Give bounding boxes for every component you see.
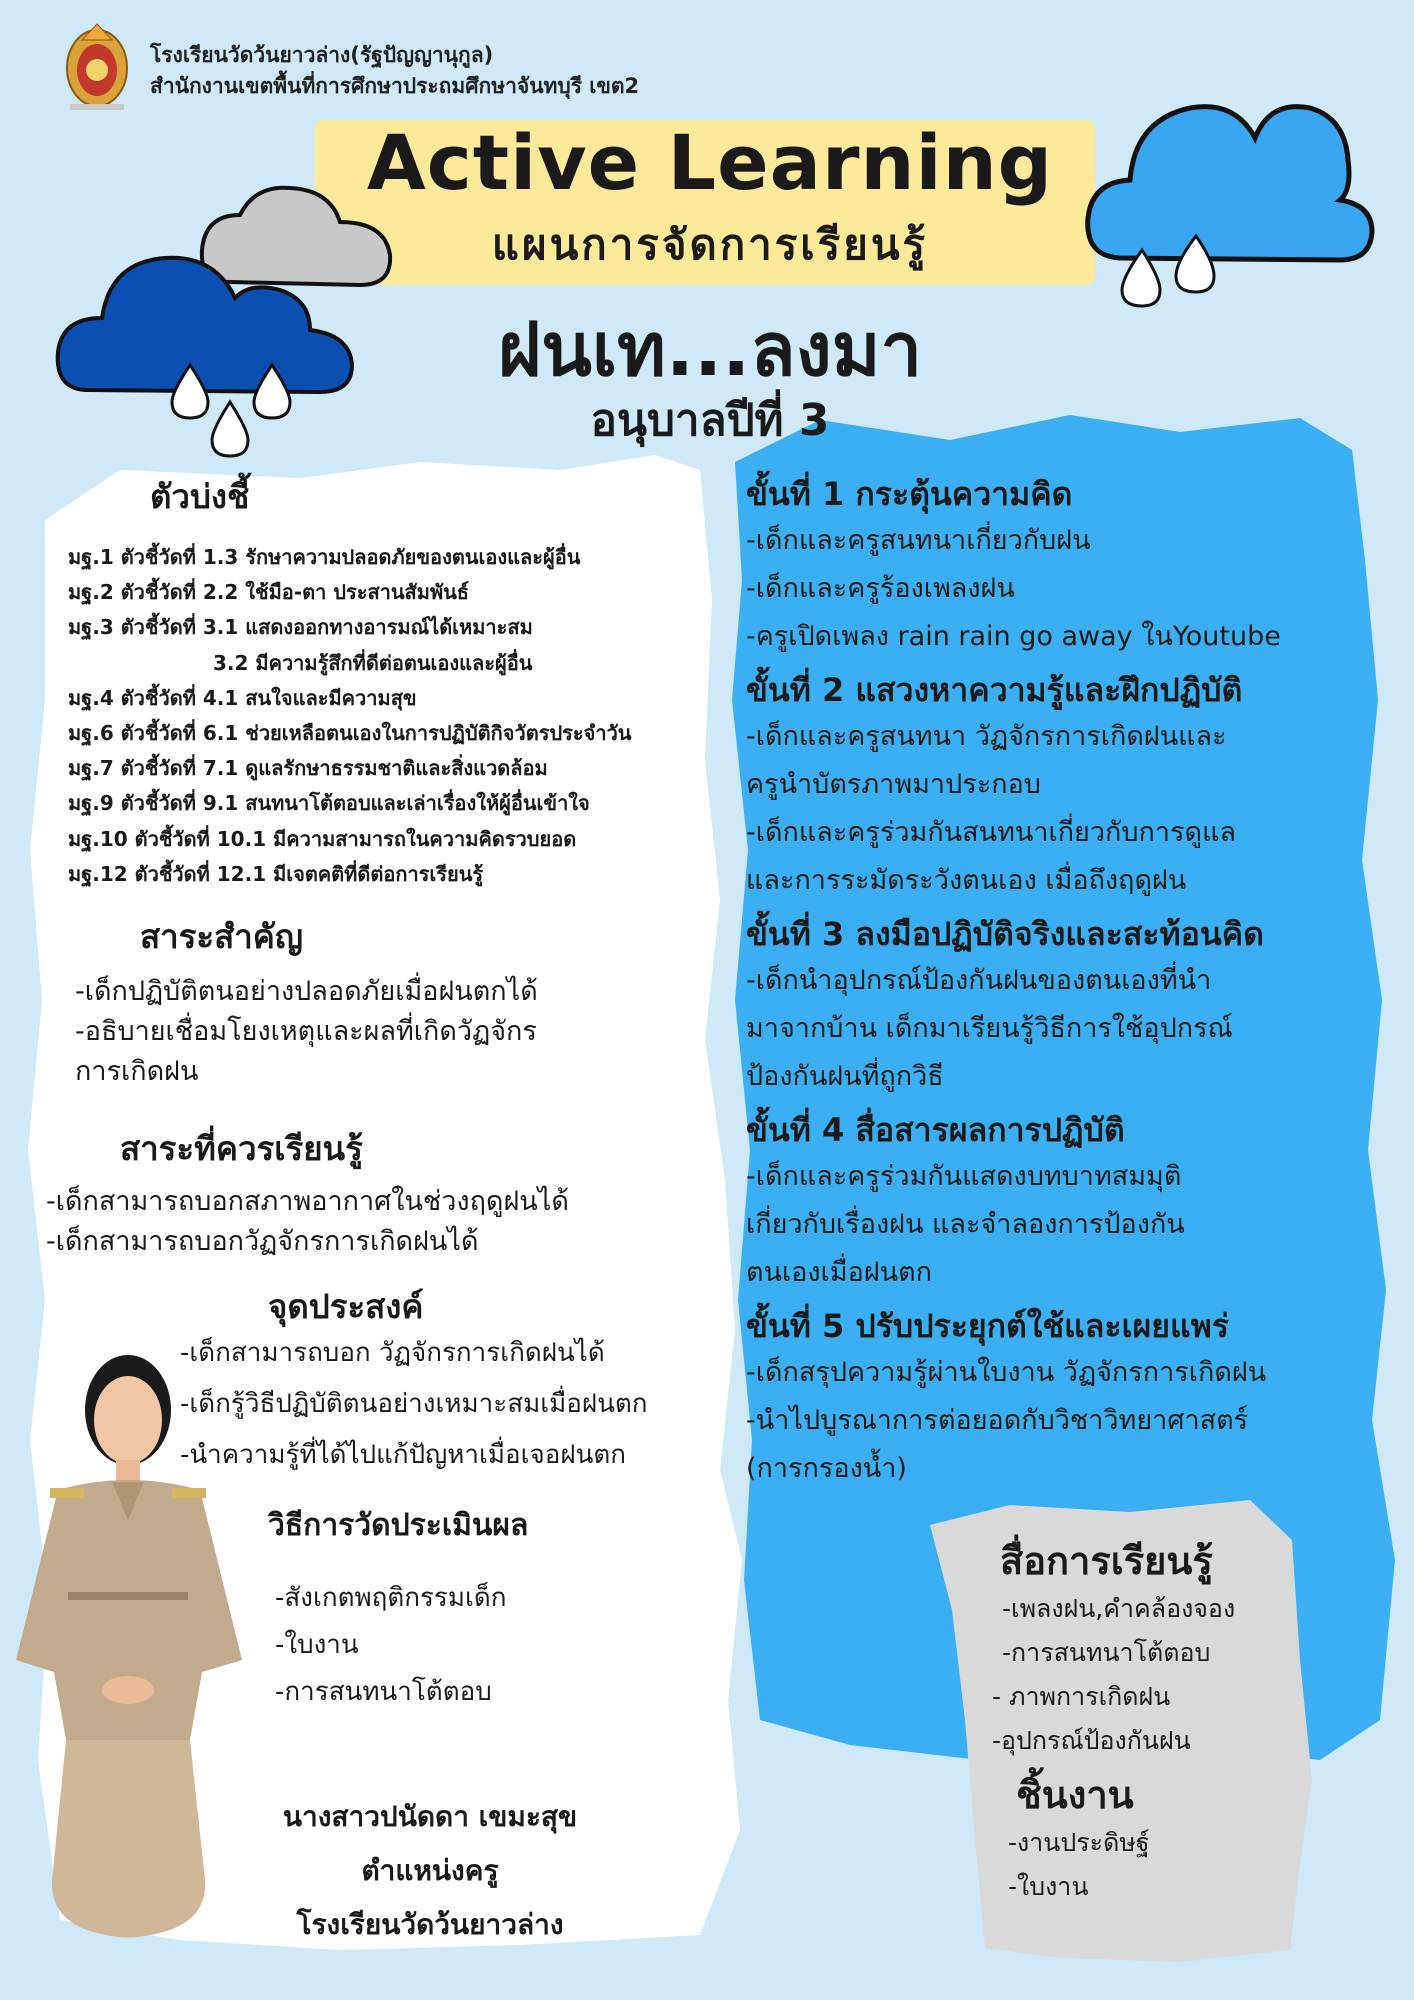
assessment-item: -การสนทนาโต้ตอบ	[275, 1677, 492, 1707]
media-item: -เพลงฝน,คำคล้องจอง	[1002, 1594, 1236, 1623]
teacher-name: นางสาวปนัดดา เขมะสุข	[282, 1800, 578, 1833]
step-line: -เด็กและครูร่วมกันสนทนาเกี่ยวกับการดูแล	[746, 817, 1237, 848]
indicator-item: 3.2 มีความรู้สึกที่ดีต่อตนเองและผู้อื่น	[213, 650, 533, 675]
assessment-item: -สังเกตพฤติกรรมเด็ก	[275, 1583, 507, 1613]
step-line: ครูนำบัตรภาพมาประกอบ	[746, 769, 1041, 800]
step-title: ขั้นที่ 4 สื่อสารผลการปฏิบัติ	[746, 1111, 1125, 1149]
key-concepts-heading: สาระสำคัญ	[140, 917, 303, 956]
step-line: ป้องกันฝนที่ถูกวิธี	[746, 1061, 944, 1092]
grade-level: อนุบาลปีที่ 3	[590, 395, 830, 446]
step-line: -เด็กและครูสนทนา วัฏจักรการเกิดฝนและ	[746, 721, 1227, 752]
indicators-list	[68, 540, 631, 892]
indicator-item: มฐ.9 ตัวชี้วัดที่ 9.1 สนทนาโต้ตอบและเล่าเรื่องให้ผู้อื่นเข้าใจ	[68, 791, 590, 816]
raincloud-icon	[1088, 107, 1372, 306]
school-name: โรงเรียนวัดว้นยาวล่าง(รัฐปัญญานุกูล)	[150, 43, 494, 67]
district-office: สำนักงานเขตพื้นที่การศึกษาประถมศึกษาจันทบุรี เขต2	[150, 74, 640, 98]
step-line: -นำไปบูรณาการต่อยอดกับวิชาวิทยาศาสตร์	[746, 1405, 1249, 1436]
indicator-item: มฐ.2 ตัวชี้วัดที่ 2.2 ใช้มือ-ตา ประสานสัมพันธ์	[68, 580, 470, 605]
step-title: ขั้นที่ 2 แสวงหาความรู้และฝึกปฏิบัติ	[746, 671, 1243, 709]
teacher-info	[240, 1790, 620, 1952]
assessment-item: -ใบงาน	[275, 1630, 359, 1660]
teacher-school: โรงเรียนวัดว้นยาวล่าง	[296, 1908, 564, 1941]
media-item: -การสนทนาโต้ตอบ	[1002, 1638, 1211, 1667]
learning-content-heading: สาระที่ควรเรียนรู้	[120, 1129, 363, 1168]
step-title: ขั้นที่ 3 ลงมือปฏิบัติจริงและสะท้อนคิด	[746, 915, 1264, 953]
step-line: -เด็กนำอุปกรณ์ป้องกันฝนของตนเองที่นำ	[746, 965, 1212, 996]
step-1	[746, 471, 1376, 661]
indicator-item: มฐ.10 ตัวชี้วัดที่ 10.1 มีความสามารถในความคิดรวบยอด	[68, 826, 577, 851]
step-line: -เด็กและครูร้องเพลงฝน	[746, 573, 1015, 604]
indicator-item: มฐ.3 ตัวชี้วัดที่ 3.1 แสดงออกทางอารมณ์ได้เหมาะสม	[68, 615, 533, 640]
media-section	[952, 1535, 1252, 1909]
step-line: -ครูเปิดเพลง rain rain go away ในYoutube	[746, 621, 1281, 652]
learning-content-item: -เด็กสามารถบอกสภาพอากาศในช่วงฤดูฝนได้	[46, 1186, 569, 1217]
step-title: ขั้นที่ 1 กระตุ้นความคิด	[746, 475, 1073, 513]
indicators-heading: ตัวบ่งชี้	[150, 477, 250, 516]
indicator-item: มฐ.4 ตัวชี้วัดที่ 4.1 สนใจและมีความสุข	[68, 685, 417, 710]
step-4	[746, 1107, 1376, 1297]
step-line: ตนเองเมื่อฝนตก	[746, 1257, 933, 1288]
school-seal-logo	[67, 24, 127, 110]
step-line: -เด็กสรุปความรู้ผ่านใบงาน วัฏจักรการเกิดฝน	[746, 1357, 1267, 1388]
step-3	[746, 911, 1376, 1101]
indicator-item: มฐ.1 ตัวชี้วัดที่ 1.3 รักษาความปลอดภัยของตนเองและผู้อื่น	[68, 545, 581, 569]
indicator-item: มฐ.12 ตัวชี้วัดที่ 12.1 มีเจตคติที่ดีต่อการเรียนรู้	[68, 861, 484, 886]
title-en: Active Learning	[366, 118, 1054, 207]
step-line: เกี่ยวกับเรื่องฝน และจำลองการป้องกัน	[746, 1209, 1185, 1240]
learning-content-item: -เด็กสามารถบอกวัฏจักรการเกิดฝนได้	[46, 1226, 479, 1257]
step-line: และการระมัดระวังตนเอง เมื่อถึงฤดูฝน	[746, 865, 1187, 896]
step-title: ขั้นที่ 5 ปรับประยุกต์ใช้และเผยแพร่	[746, 1307, 1229, 1345]
objective-item: -เด็กรู้วิธีปฏิบัติตนอย่างเหมาะสมเมื่อฝนตก	[180, 1389, 648, 1419]
learning-steps	[746, 465, 1376, 1493]
key-concept-item: -เด็กปฏิบัติตนอย่างปลอดภัยเมื่อฝนตกได้	[75, 976, 538, 1007]
step-2	[746, 667, 1376, 905]
workpiece-item: -งานประดิษฐ์	[1008, 1828, 1150, 1857]
workpieces-heading: ชิ้นงาน	[1016, 1773, 1134, 1817]
learning-content-list	[46, 1182, 569, 1262]
key-concepts-list	[75, 972, 538, 1092]
assessment-list	[275, 1575, 507, 1716]
key-concept-item: -อธิบายเชื่อมโยงเหตุและผลที่เกิดวัฏจักร	[75, 1016, 537, 1047]
step-line: (การกรองน้ำ)	[746, 1453, 907, 1484]
title-th: แผนการจัดการเรียนรู้	[491, 220, 929, 269]
school-header	[150, 40, 639, 102]
indicator-item: มฐ.6 ตัวชี้วัดที่ 6.1 ช่วยเหลือตนเองในการปฏิบัติกิจวัตรประจำวัน	[68, 721, 632, 746]
key-concept-item: การเกิดฝน	[75, 1056, 199, 1087]
teacher-position: ตำแหน่งครู	[361, 1854, 499, 1887]
media-heading: สื่อการเรียนรู้	[1000, 1539, 1213, 1583]
objectives-list	[180, 1328, 648, 1481]
objective-item: -นำความรู้ที่ได้ไปแก้ปัญหาเมื่อเจอฝนตก	[180, 1440, 627, 1470]
step-line: มาจากบ้าน เด็กมาเรียนรู้วิธีการใช้อุปกรณ์	[746, 1013, 1233, 1044]
objective-item: -เด็กสามารถบอก วัฏจักรการเกิดฝนได้	[180, 1338, 605, 1368]
media-item: -อุปกรณ์ป้องกันฝน	[992, 1726, 1191, 1755]
assessment-heading: วิธีการวัดประเมินผล	[268, 1508, 529, 1543]
step-line: -เด็กและครูสนทนาเกี่ยวกับฝน	[746, 525, 1091, 556]
topic-title: ฝนเท...ลงมา	[497, 307, 923, 393]
workpiece-item: -ใบงาน	[1008, 1872, 1089, 1901]
media-item: - ภาพการเกิดฝน	[992, 1682, 1171, 1711]
indicator-item: มฐ.7 ตัวชี้วัดที่ 7.1 ดูแลรักษาธรรมชาติและสิ่งแวดล้อม	[68, 756, 548, 781]
step-line: -เด็กและครูร่วมกันแสดงบทบาทสมมุติ	[746, 1161, 1182, 1192]
objectives-heading: จุดประสงค์	[268, 1287, 424, 1326]
step-5	[746, 1303, 1376, 1493]
